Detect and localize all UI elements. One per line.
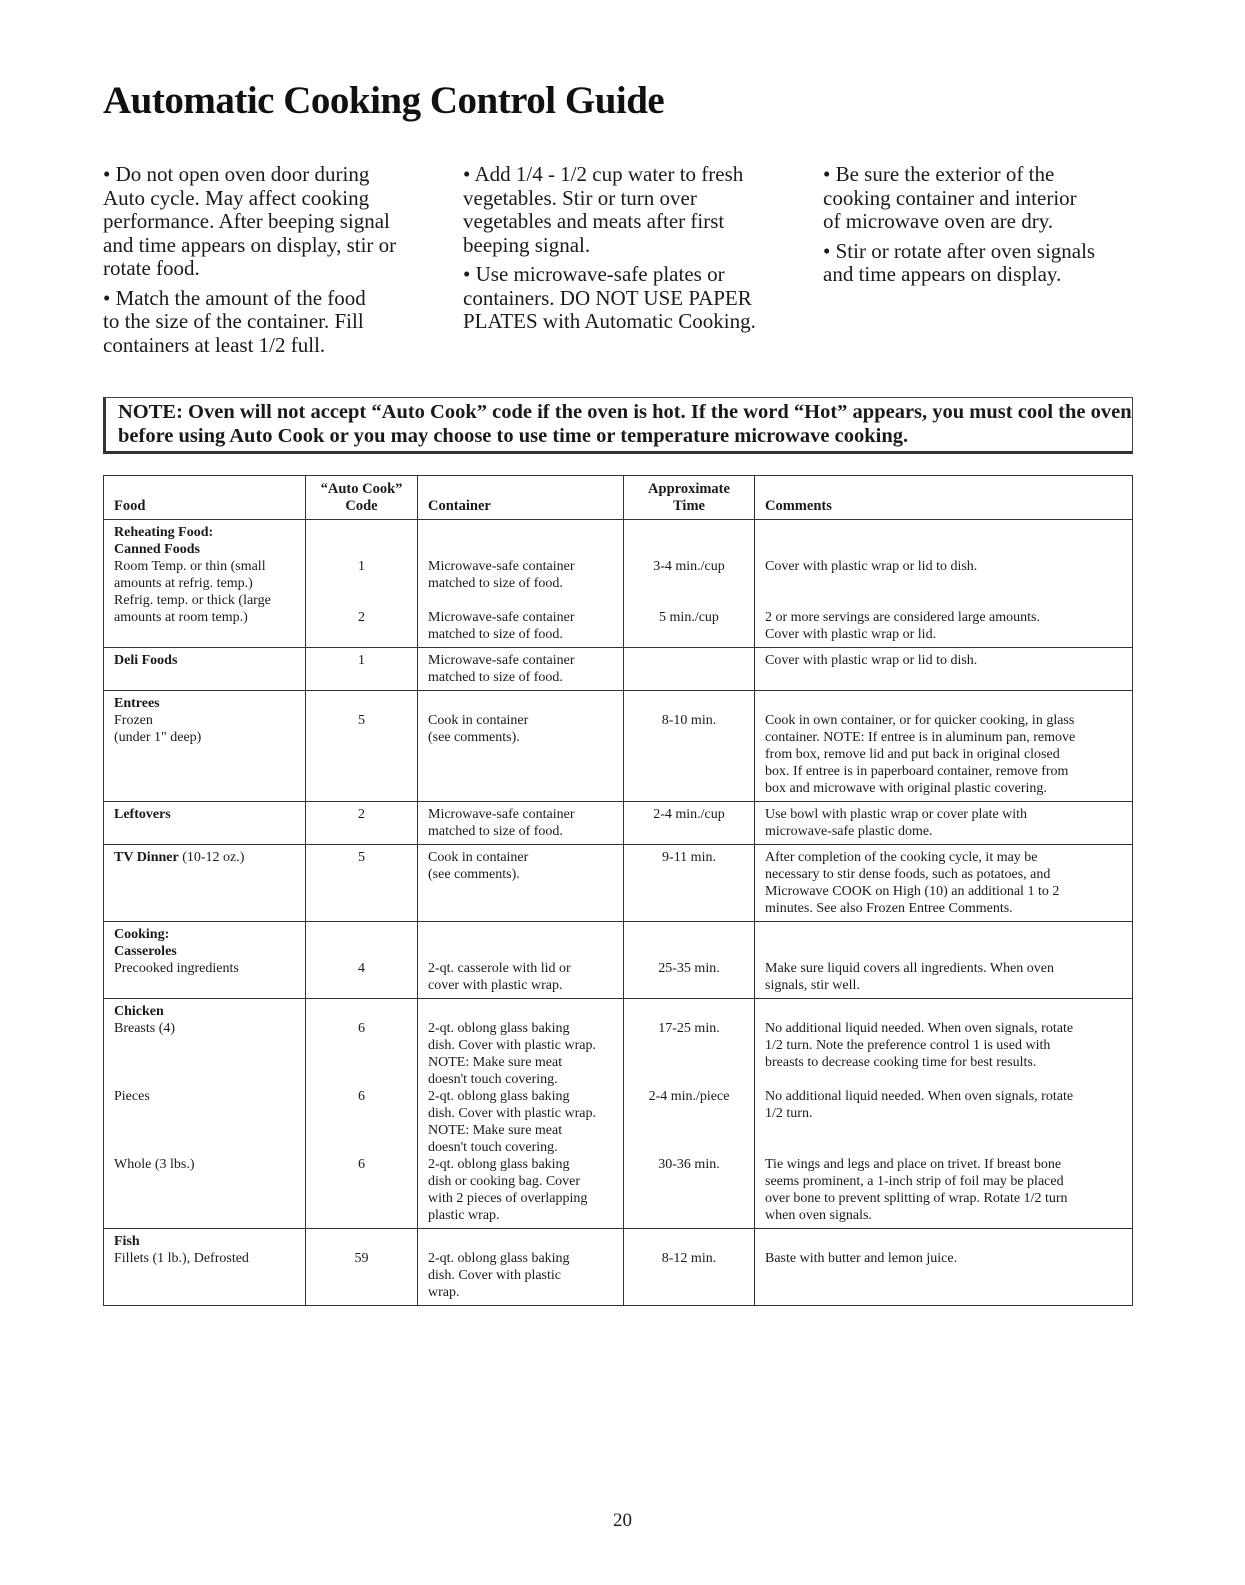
instructions-column-3: [823, 163, 1153, 293]
auto-cook-table-wrapper: [103, 475, 1133, 1306]
cell-text: [634, 1233, 744, 1250]
cell-text: 1: [358, 653, 365, 668]
cell-text: Pieces: [114, 1089, 150, 1104]
cell-text: [634, 1071, 744, 1088]
cell-text: [765, 541, 1122, 558]
cell-text: [634, 1139, 744, 1156]
table-row: [104, 1229, 1133, 1306]
cell-text: Fillets (1 lb.), Defrosted: [114, 1251, 249, 1266]
time-cell: [624, 520, 755, 648]
cell-text: Chicken: [114, 1004, 164, 1019]
header-time: Approximate Time: [624, 476, 755, 520]
cell-text: 30-36 min.: [658, 1157, 720, 1172]
time-cell: [624, 691, 755, 802]
instruction-item: • Add 1/4 - 1/2 cup water to fresh vegetables. Stir or turn over vegetables and meats after first beeping signal.: [463, 162, 744, 257]
cell-text: Entrees: [114, 696, 160, 711]
cell-text: Cover with plastic wrap or lid to dish.: [765, 559, 978, 574]
instructions-column-1: [103, 163, 433, 363]
cell-text: [316, 626, 407, 643]
cell-text: Microwave-safe container matched to size of food.: [428, 559, 575, 591]
cell-text: [634, 695, 744, 712]
code-cell: [306, 1229, 418, 1306]
cell-text: 2-qt. casserole with lid or cover with plastic wrap.: [428, 961, 571, 993]
cell-text: Cook in container (see comments).: [428, 713, 529, 745]
food-cell: [104, 999, 306, 1229]
container-cell: [418, 648, 624, 691]
cell-text: [428, 926, 613, 943]
cell-text: Baste with butter and lemon juice.: [765, 1251, 958, 1266]
cell-text: 3-4 min./cup: [653, 559, 725, 574]
cell-text: 17-25 min.: [658, 1021, 720, 1036]
container-cell: [418, 1229, 624, 1306]
cell-text: [316, 695, 407, 712]
cell-text: [634, 1054, 744, 1071]
cell-text: [316, 592, 407, 609]
container-cell: [418, 802, 624, 845]
cell-text: Reheating Food:: [114, 525, 214, 540]
cell-text: 5: [358, 713, 365, 728]
auto-cook-table: [103, 475, 1133, 1306]
cell-text: 5 min./cup: [659, 610, 719, 625]
cell-text: [316, 1122, 407, 1139]
cell-text: [428, 541, 613, 558]
time-cell: [624, 1229, 755, 1306]
table-row: [104, 922, 1133, 999]
cell-text: [316, 926, 407, 943]
cell-text: [634, 652, 744, 669]
cell-text: Refrig. temp. or thick (large amounts at room temp.): [114, 593, 271, 625]
table-row: [104, 648, 1133, 691]
table-row: [104, 520, 1133, 648]
cell-text: 2-4 min./piece: [648, 1089, 730, 1104]
table-row: [104, 845, 1133, 922]
cell-text: 1: [358, 559, 365, 574]
cell-text: [634, 1105, 744, 1122]
cell-text: No additional liquid needed. When oven signals, rotate 1/2 turn. Note the preference control 1 is used with breasts to decrease cooking time for best results. No additional liquid needed. When oven signals, rotate 1/2 turn. Tie wings and legs and place on trivet. If breast bone seems prominent, a 1-inch strip of foil may be placed over bone to prevent splitting of wrap. Rotate 1/2 turn when oven signals.: [765, 1021, 1074, 1223]
comments-cell: [755, 648, 1133, 691]
cell-text: 2-4 min./cup: [653, 807, 725, 822]
cell-text: [765, 575, 1122, 592]
cell-text: Casseroles: [114, 944, 177, 959]
cell-text: Microwave-safe container matched to size of food.: [428, 610, 575, 642]
cell-text: 2-qt. oblong glass baking dish. Cover with plastic wrap. NOTE: Make sure meat doesn't touch covering. 2-qt. oblong glass baking dish. Cover with plastic wrap. NOTE: Make sure meat doesn't touch covering. 2-qt. oblong glass baking dish or cooking bag. Cover with 2 pieces of overlapping plastic wrap.: [428, 1021, 596, 1223]
cell-text: [634, 592, 744, 609]
cell-text: Leftovers: [114, 807, 171, 822]
instruction-item: • Do not open oven door during Auto cycle. May affect cooking performance. After beeping signal and time appears on display, stir or rotate food.: [103, 162, 397, 280]
header-food: Food: [104, 476, 306, 520]
cell-text: 2: [358, 610, 365, 625]
cell-text: 59: [354, 1251, 369, 1266]
page-number: 20: [613, 1510, 632, 1531]
comments-cell: [755, 691, 1133, 802]
code-cell: [306, 999, 418, 1229]
comments-cell: [755, 802, 1133, 845]
cell-text: Microwave-safe container matched to size of food.: [428, 653, 575, 685]
comments-cell: [755, 922, 1133, 999]
cell-text: [634, 943, 744, 960]
cell-text: [316, 1054, 407, 1071]
cell-text: 2-qt. oblong glass baking dish. Cover with plastic wrap.: [428, 1251, 570, 1300]
cell-text: [316, 541, 407, 558]
instruction-item: • Be sure the exterior of the cooking container and interior of microwave oven are dry.: [823, 162, 1077, 233]
cell-text: [316, 1233, 407, 1250]
cell-text: Deli Foods: [114, 653, 178, 668]
cell-text: Microwave-safe container matched to size of food.: [428, 807, 575, 839]
instruction-item: • Match the amount of the food to the size of the container. Fill containers at least 1/2 full.: [103, 285, 366, 357]
cell-text: [634, 1003, 744, 1020]
container-cell: [418, 845, 624, 922]
cell-text: [634, 926, 744, 943]
code-cell: [306, 922, 418, 999]
table-row: [104, 691, 1133, 802]
cell-text: Cook in container (see comments).: [428, 850, 529, 882]
cell-text: [316, 575, 407, 592]
cell-text: Frozen (under 1" deep): [114, 713, 202, 745]
table-row: [104, 802, 1133, 845]
cell-text: Fish: [114, 1234, 140, 1249]
container-cell: [418, 520, 624, 648]
cell-text: Use bowl with plastic wrap or cover plate with microwave-safe plastic dome.: [765, 807, 1028, 839]
cell-text: [316, 1071, 407, 1088]
code-cell: [306, 691, 418, 802]
cell-text: [634, 575, 744, 592]
cell-text: 6: [358, 1089, 365, 1104]
cell-text: [428, 524, 613, 541]
cell-text: [316, 943, 407, 960]
cell-text: [765, 943, 1122, 960]
cell-text: [765, 592, 1122, 609]
cell-text: 6: [358, 1157, 365, 1172]
cell-text: [316, 1003, 407, 1020]
container-cell: [418, 999, 624, 1229]
cell-text: Room Temp. or thin (small amounts at refrig. temp.): [114, 559, 266, 591]
cell-text: [428, 943, 613, 960]
cell-text: [634, 1122, 744, 1139]
cell-text: 9-11 min.: [662, 850, 716, 865]
cell-text: [316, 524, 407, 541]
cell-text: 6: [358, 1021, 365, 1036]
hot-oven-note: NOTE: Oven will not accept “Auto Cook” code if the oven is hot. If the word “Hot” appears, you must cool the oven before using Auto Cook or you may choose to use time or temperature microwave cooking.: [103, 397, 1133, 454]
cell-text: Make sure liquid covers all ingredients. When oven signals, stir well.: [765, 961, 1054, 993]
cell-text: Breasts (4): [114, 1021, 176, 1036]
cell-text: [765, 524, 1122, 541]
cell-text: [428, 1003, 613, 1020]
food-cell: [104, 845, 306, 922]
food-cell: [104, 1229, 306, 1306]
cell-text: [316, 1105, 407, 1122]
instructions-column-2: [463, 163, 793, 340]
cell-text: Precooked ingredients: [114, 961, 239, 976]
food-cell: [104, 520, 306, 648]
cell-text: Canned Foods: [114, 542, 200, 557]
time-cell: [624, 802, 755, 845]
cell-text: [634, 524, 744, 541]
header-container: Container: [418, 476, 624, 520]
instruction-item: • Use microwave-safe plates or containers. DO NOT USE PAPER PLATES with Automatic Cooking.: [463, 262, 756, 333]
code-cell: [306, 520, 418, 648]
cell-text: 4: [358, 961, 365, 976]
cell-text: 2: [358, 807, 365, 822]
comments-cell: [755, 999, 1133, 1229]
time-cell: [624, 922, 755, 999]
food-cell: [104, 802, 306, 845]
cell-text: [634, 541, 744, 558]
cell-text: (10-12 oz.): [178, 850, 245, 865]
cell-text: TV Dinner: [114, 850, 179, 865]
time-cell: [624, 999, 755, 1229]
time-cell: [624, 845, 755, 922]
cell-text: 5: [358, 850, 365, 865]
comments-cell: [755, 845, 1133, 922]
cell-text: Cooking:: [114, 927, 170, 942]
container-cell: [418, 691, 624, 802]
cell-text: [428, 1233, 613, 1250]
code-cell: [306, 648, 418, 691]
cell-text: After completion of the cooking cycle, it may be necessary to stir dense foods, such as potatoes, and Microwave COOK on High (10) an additional 1 to 2 minutes. See also Frozen Entree Comments.: [765, 850, 1060, 916]
time-cell: [624, 648, 755, 691]
comments-cell: [755, 1229, 1133, 1306]
cell-text: Cook in own container, or for quicker cooking, in glass container. NOTE: If entree is in aluminum pan, remove from box, remove lid and put back in original closed box. If entree is in paperboard container, remove from box and microwave with original plastic covering.: [765, 713, 1076, 796]
code-cell: [306, 802, 418, 845]
cell-text: [634, 1037, 744, 1054]
cell-text: [765, 1233, 1122, 1250]
food-cell: [104, 691, 306, 802]
table-header-row: [104, 476, 1133, 520]
cell-text: [765, 1003, 1122, 1020]
page-title: Automatic Cooking Control Guide: [103, 79, 665, 122]
instruction-item: • Stir or rotate after oven signals and time appears on display.: [823, 238, 1096, 286]
cell-text: [428, 592, 613, 609]
cell-text: [765, 926, 1122, 943]
cell-text: 8-10 min.: [661, 713, 717, 728]
comments-cell: [755, 520, 1133, 648]
header-code: “Auto Cook” Code: [306, 476, 418, 520]
cell-text: 8-12 min.: [661, 1251, 717, 1266]
table-body: [104, 520, 1133, 1306]
cell-text: Whole (3 lbs.): [114, 1157, 195, 1172]
cell-text: [316, 1139, 407, 1156]
cell-text: 25-35 min.: [658, 961, 720, 976]
code-cell: [306, 845, 418, 922]
table-row: [104, 999, 1133, 1229]
cell-text: [428, 695, 613, 712]
food-cell: [104, 648, 306, 691]
container-cell: [418, 922, 624, 999]
cell-text: [316, 1037, 407, 1054]
cell-text: 2 or more servings are considered large amounts. Cover with plastic wrap or lid.: [765, 610, 1040, 642]
food-cell: [104, 922, 306, 999]
cell-text: Cover with plastic wrap or lid to dish.: [765, 653, 978, 668]
header-comments: Comments: [755, 476, 1133, 520]
cell-text: [765, 695, 1122, 712]
